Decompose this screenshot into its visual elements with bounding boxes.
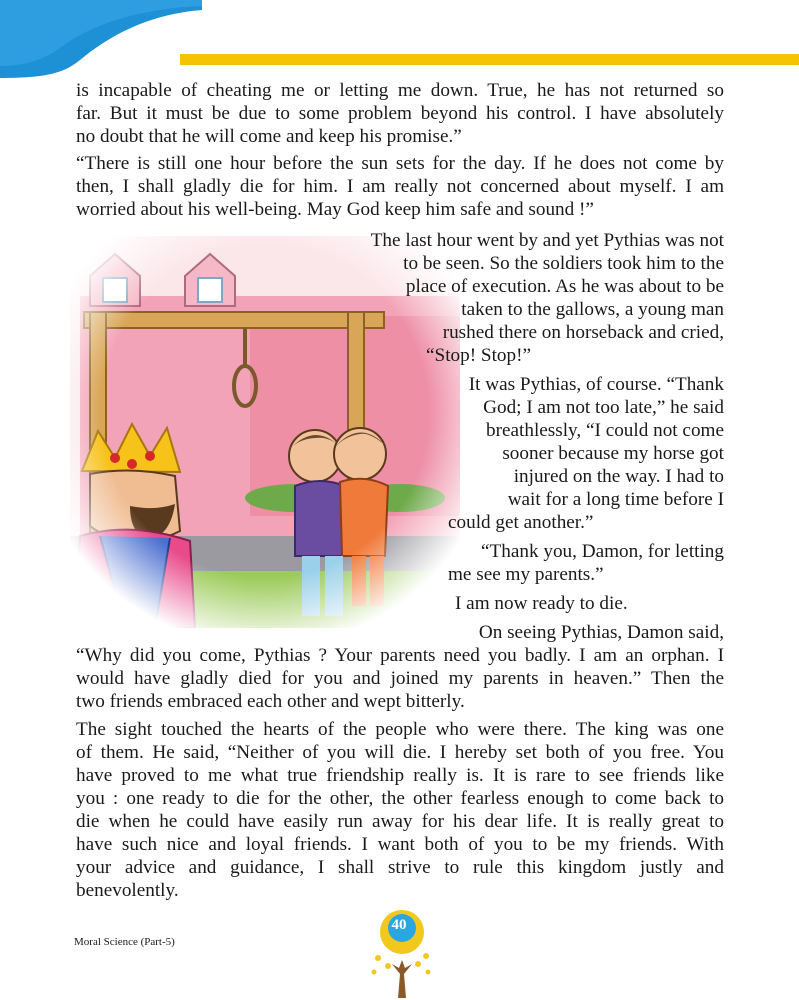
- text-line: “Why did you come, Pythias ? Your parents need you badly. I am an orphan. I: [76, 645, 724, 666]
- text-line: your advice and guidance, I shall strive to rule this kingdom justly and: [76, 857, 724, 878]
- paragraph-1: [76, 79, 724, 148]
- text-line: “Stop! Stop!”: [426, 345, 531, 366]
- text-line: me see my parents.”: [448, 564, 604, 585]
- text-line: rushed there on horseback and cried,: [442, 322, 724, 343]
- text-line: injured on the way. I had to: [513, 466, 724, 487]
- text-line: could get another.”: [448, 512, 594, 533]
- story-illustration: [70, 236, 460, 628]
- text-line: It was Pythias, of course. “Thank: [468, 374, 724, 395]
- header-blue-wave: [0, 0, 202, 78]
- paragraph-2: [76, 152, 724, 221]
- text-line: worried about his well-being. May God keep him safe and sound !”: [76, 199, 594, 220]
- text-line: is incapable of cheating me or letting me down. True, he has not returned so: [76, 80, 724, 101]
- text-line: wait for a long time before I: [507, 489, 724, 510]
- book-title: Moral Science (Part-5): [74, 936, 175, 948]
- text-line: far. But it must be due to some problem beyond his control. I have absolutely: [76, 103, 724, 124]
- text-line: God; I am not too late,” he said: [483, 397, 724, 418]
- text-line: breathlessly, “I could not come: [486, 420, 724, 441]
- text-line: have proved to me what true friendship really is. It is rare to see friends like: [76, 765, 724, 786]
- paragraph-8: [76, 718, 724, 902]
- text-line: place of execution. As he was about to be: [405, 276, 724, 297]
- header-yellow-bar: [180, 54, 799, 65]
- text-line: then, I shall gladly die for him. I am really not concerned about myself. I am: [76, 176, 724, 197]
- text-line: benevolently.: [76, 880, 179, 901]
- text-line: no doubt that he will come and keep his promise.”: [76, 126, 462, 147]
- text-line: taken to the gallows, a young man: [461, 299, 724, 320]
- text-line: two friends embraced each other and wept bitterly.: [76, 691, 465, 712]
- text-line: have such nice and loyal friends. I want both of you to be my friends. With: [76, 834, 724, 855]
- text-line: of them. He said, “Neither of you will die. I hereby set both of you free. You: [76, 742, 724, 763]
- text-line: The sight touched the hearts of the people who were there. The king was one: [76, 719, 724, 740]
- text-line: On seeing Pythias, Damon said,: [478, 622, 724, 643]
- text-line: die when he could have easily run away for his dear life. It is really great to: [76, 811, 724, 832]
- text-line: sooner because my horse got: [502, 443, 724, 464]
- text-line: The last hour went by and yet Pythias was not: [370, 230, 724, 251]
- text-line: “There is still one hour before the sun sets for the day. If he does not come by: [76, 153, 724, 174]
- paragraph-6: I am now ready to die.: [455, 593, 628, 614]
- text-line: to be seen. So the soldiers took him to the: [403, 253, 724, 274]
- page-number: 40: [391, 917, 407, 933]
- text-line: you : one ready to die for the other, the other fearless enough to come back to: [76, 788, 724, 809]
- text-line: would have gladly died for you and joined my parents in heaven.” Then the: [76, 668, 724, 689]
- text-line: “Thank you, Damon, for letting: [481, 541, 724, 562]
